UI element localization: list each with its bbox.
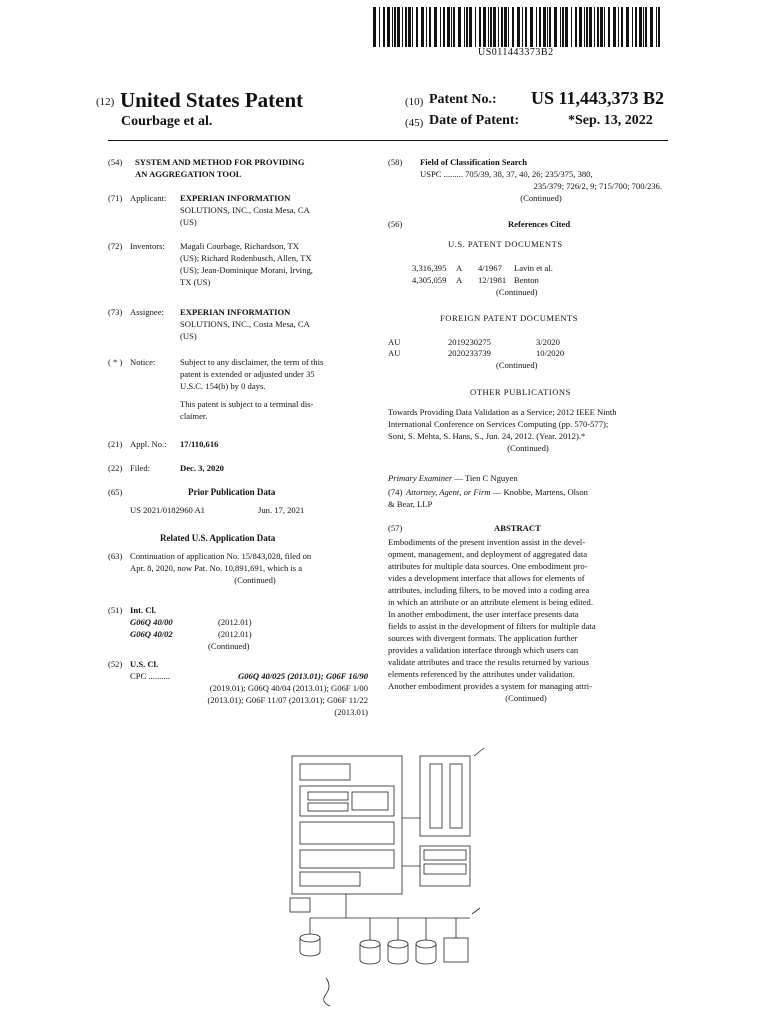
us-docs-title: U.S. PATENT DOCUMENTS: [448, 239, 563, 249]
drawing-box-2: [300, 786, 394, 816]
continuation-text: Continuation of application No. 15/843,028, filed on Apr. 8, 2020, now Pat. No. 10,891,691, which is a (Continued): [130, 551, 312, 585]
drawing-db-3: [388, 940, 408, 948]
us-cl-label: U.S. Cl.: [130, 659, 159, 669]
barcode-bar: [373, 7, 376, 47]
barcode-bar: [656, 7, 657, 47]
prior-pub-number: US 2021/0182960 A1: [130, 505, 205, 515]
barcode-bar: [402, 7, 403, 47]
barcode-bar: [379, 7, 380, 47]
barcode-bar: [584, 7, 585, 47]
us-doc-2-name: Benton: [514, 275, 539, 285]
barcode-bar: [408, 7, 411, 47]
foreign-1-cc: AU: [388, 337, 401, 347]
header-rule: [108, 140, 668, 141]
other-pubs-title: OTHER PUBLICATIONS: [470, 387, 571, 397]
drawing-db-2: [360, 940, 380, 948]
barcode-bar: [488, 7, 489, 47]
barcode-bar: [579, 7, 582, 47]
barcode-bar: [554, 7, 557, 47]
code-73: (73): [108, 307, 123, 317]
barcode-bar: [483, 7, 486, 47]
barcode-bar: [421, 7, 424, 47]
barcode-bar: [597, 7, 599, 47]
prior-pub-date: Jun. 17, 2021: [258, 505, 305, 515]
int-cl-2: G06Q 40/02: [130, 629, 173, 639]
barcode-bar: [522, 7, 523, 47]
code-52: (52): [108, 659, 123, 669]
barcode-bar: [469, 7, 472, 47]
code-51: (51): [108, 605, 123, 615]
barcode-bar: [443, 7, 445, 47]
field-search-text: USPC ......... 705/39, 38, 37, 40, 26; 235/375, 380, 235/379; 726/2, 9; 715/700; 700/236. (Continued): [420, 169, 662, 203]
barcode-bar: [608, 7, 610, 47]
header-code-10: (10): [405, 96, 424, 108]
barcode-bar: [447, 7, 450, 47]
us-doc-2-date: 12/1981: [478, 275, 507, 285]
barcode-bar: [635, 7, 637, 47]
patent-no-label: Patent No.:: [429, 92, 497, 107]
barcode-bar: [618, 7, 619, 47]
us-doc-1-date: 4/1967: [478, 263, 502, 273]
barcode-bar: [549, 7, 551, 47]
barcode-bar: [498, 7, 499, 47]
foreign-continued: (Continued): [496, 360, 538, 370]
foreign-1-no: 2019230275: [448, 337, 491, 347]
barcode-bar: [383, 7, 385, 47]
assignee-label: Assignee:: [130, 307, 164, 317]
drawing-db-1: [300, 934, 320, 942]
foreign-2-no: 2020233739: [448, 348, 491, 358]
barcode-bar: [632, 7, 633, 47]
barcode-bar: [501, 7, 503, 47]
barcode-bar: [466, 7, 468, 47]
barcode-bar: [451, 7, 452, 47]
related-title: Related U.S. Application Data: [160, 533, 276, 543]
barcode-bar: [530, 7, 533, 47]
barcode-bar: [562, 7, 564, 47]
barcode-bar: [508, 7, 509, 47]
code-21: (21): [108, 439, 123, 449]
barcode-bar: [387, 7, 390, 47]
drawing-db-4: [416, 940, 436, 948]
barcode-bar: [600, 7, 603, 47]
drawing-right-box: [420, 756, 470, 836]
barcode-bar: [525, 7, 527, 47]
int-cl-1-ver: (2012.01): [218, 617, 252, 627]
barcode-bar: [479, 7, 481, 47]
barcode-bar: [575, 7, 577, 47]
notice-label: Notice:: [130, 357, 156, 367]
barcode-bar: [626, 7, 629, 47]
code-56: (56): [388, 219, 403, 229]
filed-label: Filed:: [130, 463, 151, 473]
barcode-bar: [586, 7, 588, 47]
attorney-firm-cont: & Bear, LLP: [388, 499, 433, 509]
barcode-bar: [458, 7, 461, 47]
barcode-bar: [453, 7, 455, 47]
cpc-text: G06Q 40/025 (2013.01); G06F 16/90 (2019.01); G06Q 40/04 (2013.01); G06F 1/00 (2013.01); G06F 11/07 (2013.01); G06F 11/22 (2013.01): [207, 671, 368, 717]
barcode-bar: [560, 7, 561, 47]
barcode-bar: [594, 7, 595, 47]
notice-code: ( * ): [108, 357, 123, 367]
barcode-bar: [565, 7, 568, 47]
date-label: Date of Patent:: [429, 113, 520, 128]
barcode-bar: [539, 7, 541, 47]
barcode-bar: [392, 7, 393, 47]
barcode-bar: [394, 7, 396, 47]
inventors-value: Magali Courbage, Richardson, TX (US); Richard Rodenbusch, Allen, TX (US); Jean-Dominique Morani, Irving, TX (US): [180, 241, 313, 287]
barcode-bar: [405, 7, 407, 47]
barcode-bar: [475, 7, 476, 47]
header-code-45: (45): [405, 117, 424, 129]
barcode-bar: [504, 7, 507, 47]
code-58: (58): [388, 157, 403, 167]
applicant-label: Applicant:: [130, 193, 167, 203]
foreign-1-date: 3/2020: [536, 337, 560, 347]
barcode-bar: [589, 7, 592, 47]
barcode-bar: [643, 7, 644, 47]
filed-value: Dec. 3, 2020: [180, 463, 224, 473]
barcode-bar: [464, 7, 465, 47]
foreign-2-date: 10/2020: [536, 348, 565, 358]
code-22: (22): [108, 463, 123, 473]
us-doc-2-kind: A: [456, 275, 463, 285]
patent-title: United States Patent: [120, 88, 304, 112]
barcode: [373, 7, 663, 47]
barcode-bar: [639, 7, 642, 47]
patent-date: *Sep. 13, 2022: [568, 113, 653, 128]
us-doc-2-no: 4,305,059: [412, 275, 447, 285]
barcode-bar: [490, 7, 492, 47]
representative-drawing: [270, 738, 510, 1008]
barcode-bar: [543, 7, 546, 47]
barcode-bar: [571, 7, 572, 47]
barcode-bar: [426, 7, 427, 47]
other-pubs-text: Towards Providing Data Validation as a Service; 2012 IEEE Ninth International Conference on Services Computing (pp. 570-577); Soni, S. Mehta, S. Hans, S., Jun. 24, 2012. (Year. 2012).* (Continued): [388, 407, 617, 453]
code-63: (63): [108, 551, 123, 561]
us-doc-1-kind: A: [456, 263, 463, 273]
examiner: Primary Examiner — Tien C Nguyen: [388, 473, 518, 483]
invention-title: SYSTEM AND METHOD FOR PROVIDING AN AGGREGATION TOOL: [135, 157, 305, 179]
cpc-label: CPC ..........: [130, 671, 170, 681]
applicant-value: EXPERIAN INFORMATION SOLUTIONS, INC., Costa Mesa, CA (US): [180, 193, 310, 227]
barcode-bar: [621, 7, 623, 47]
drawing-right-box-2: [420, 846, 470, 886]
appl-no-label: Appl. No.:: [130, 439, 167, 449]
code-72: (72): [108, 241, 123, 251]
barcode-bar: [434, 7, 437, 47]
patent-number: US 11,443,373 B2: [531, 88, 665, 108]
barcode-bar: [440, 7, 441, 47]
int-cl-label: Int. Cl.: [130, 605, 157, 615]
notice-text: Subject to any disclaimer, the term of this patent is extended or adjusted under 35 U.S.C. 154(b) by 0 days. This patent is subject to a terminal dis- claimer.: [180, 357, 324, 421]
barcode-bar: [645, 7, 647, 47]
inventor-short: Courbage et al.: [121, 114, 213, 129]
barcode-bar: [604, 7, 605, 47]
prior-pub-title: Prior Publication Data: [188, 487, 276, 497]
barcode-number: US011443373B2: [478, 47, 554, 58]
abstract-title: ABSTRACT: [494, 523, 541, 533]
code-65: (65): [108, 487, 123, 497]
appl-no-value: 17/110,616: [180, 439, 219, 449]
barcode-bar: [397, 7, 400, 47]
attorney-code: (74): [388, 487, 403, 497]
int-cl-continued: (Continued): [208, 641, 250, 651]
int-cl-2-ver: (2012.01): [218, 629, 252, 639]
barcode-bar: [429, 7, 431, 47]
abstract-text: Embodiments of the present invention assist in the devel- opment, management, and deployment of aggregated data attributes for multiple data sources. One embodiment pro- vides a development interface that allows for elements of attributes, including filters, to be moved into a coding area in which an attribute or an attribute element is being edited. In another embodiment, the user interface presents data fields to assist in the development of filters for multiple data sources with divergent formats. The application further provides a validation interface through which users can validate attributes and trace the results returned by various elements referenced by the attributes under validation. Another embodiment provides a system for managing attri- (Continued): [388, 537, 596, 703]
us-docs-continued: (Continued): [496, 287, 538, 297]
barcode-bar: [547, 7, 548, 47]
code-71: (71): [108, 193, 123, 203]
drawing-box-3: [300, 822, 394, 844]
field-search-label: Field of Classification Search: [420, 157, 528, 167]
int-cl-1: G06Q 40/00: [130, 617, 173, 627]
attorney: Attorney, Agent, or Firm — Knobbe, Martens, Olson: [406, 487, 588, 497]
barcode-bar: [512, 7, 514, 47]
foreign-2-cc: AU: [388, 348, 401, 358]
barcode-bar: [613, 7, 616, 47]
barcode-bar: [493, 7, 496, 47]
assignee-value: EXPERIAN INFORMATION SOLUTIONS, INC., Costa Mesa, CA (US): [180, 307, 310, 341]
references-title: References Cited: [508, 219, 571, 229]
code-54: (54): [108, 157, 123, 167]
us-doc-1-no: 3,316,395: [412, 263, 447, 273]
barcode-bar: [658, 7, 660, 47]
barcode-bar: [650, 7, 653, 47]
inventors-label: Inventors:: [130, 241, 165, 251]
barcode-bar: [536, 7, 537, 47]
drawing-main-box: [292, 756, 402, 894]
us-doc-1-name: Lavin et al.: [514, 263, 553, 273]
header-code-12: (12): [96, 96, 115, 108]
barcode-bar: [416, 7, 418, 47]
foreign-docs-title: FOREIGN PATENT DOCUMENTS: [440, 313, 579, 323]
barcode-bar: [517, 7, 520, 47]
barcode-bar: [412, 7, 413, 47]
code-57: (57): [388, 523, 403, 533]
drawing-box-1: [300, 764, 350, 780]
